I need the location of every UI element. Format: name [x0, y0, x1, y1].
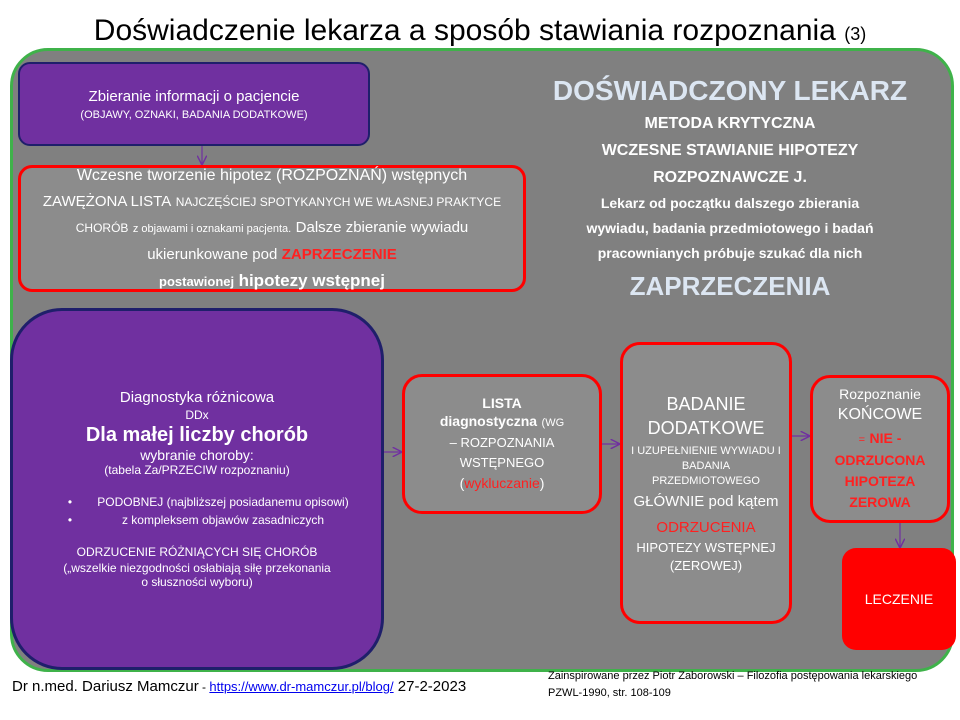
list-l1: LISTA: [482, 394, 522, 411]
extra-l1: BADANIE DODATKOWE: [647, 393, 765, 438]
header-l4: Lekarz od początku dalszego zbierania: [600, 195, 860, 211]
diagnostic-list-box: [402, 374, 602, 514]
final-l4: NIE - ODRZUCONA HIPOTEZA ZEROWA: [834, 429, 926, 510]
ddx-l6: ODRZUCENIE RÓŻNIĄCYCH SIĘ CHORÓB: [76, 545, 318, 559]
header-l1: METODA KRYTYCZNA: [644, 115, 816, 132]
header-l2: WCZESNE STAWIANIE HIPOTEZY: [601, 142, 859, 159]
early-p3: NAJCZĘŚCIEJ SPOTYKANYCH WE WŁASNEJ PRAKTYCE CHORÓB: [75, 194, 502, 235]
ddx-bullet-1: • PODOBNEJ (najbliższej posiadanemu opisowi): [67, 495, 349, 509]
footer-separator: -: [198, 680, 210, 694]
list-l6: wykluczanie: [464, 474, 540, 491]
footer-author: [12, 678, 466, 695]
early-hypothesis-box: [18, 165, 526, 292]
differential-diagnosis-box: [10, 308, 384, 670]
list-l3: (WG: [541, 416, 565, 429]
ddx-l4: wybranie choroby:: [140, 447, 254, 463]
header-l6: pracownianych próbuje szukać dla nich: [597, 245, 863, 261]
ddx-bullet-2: • z kompleksem objawów zasadniczych: [67, 513, 325, 527]
info-line2: (OBJAWY, OZNAKI, BADANIA DODATKOWE): [80, 108, 308, 121]
header-l3: ROZPOZNAWCZE J.: [653, 169, 807, 186]
footer-date: 27-2-2023: [397, 678, 467, 695]
ddx-l3: Dla małej liczby chorób: [85, 424, 309, 446]
info-line1: Zbieranie informacji o pacjencie: [88, 87, 300, 105]
additional-tests-box: [620, 342, 792, 624]
final-l1: Rozpoznanie: [839, 385, 921, 402]
author-name: Dr n.med. Dariusz Mamczur: [12, 678, 199, 695]
early-p5: Dalsze zbieranie wywiadu ukierunkowane pod: [147, 218, 469, 263]
final-diagnosis-box: [810, 375, 950, 523]
list-l5: (: [459, 474, 465, 491]
treatment-box: [842, 548, 956, 650]
blog-link[interactable]: https://www.dr-mamczur.pl/blog/: [209, 679, 394, 694]
experienced-doctor-header: [528, 72, 932, 306]
footer-credit: Zainspirowane przez Piotr Zaborowski – Filozofia postępowania lekarskiego PZWL-1990, str. 108-109: [548, 670, 918, 699]
final-l2: KOŃCOWE: [837, 405, 923, 423]
info-gathering-box: [18, 62, 370, 146]
list-l2: diagnostyczna: [439, 412, 538, 429]
early-p4: z objawami i oznakami pacjenta.: [132, 222, 292, 235]
header-l5: wywiadu, badania przedmiotowego i badań: [586, 220, 874, 236]
extra-l3: GŁÓWNIE pod kątem: [633, 492, 779, 510]
ddx-l7: („wszelkie niezgodności osłabiają siłę przekonania o słuszności wyboru): [63, 561, 331, 589]
early-p6: ZAPRZECZENIE: [281, 245, 397, 263]
list-l7: ): [539, 474, 545, 491]
title-text: Doświadczenie lekarza a sposób stawiania rozpoznania: [93, 14, 836, 47]
ddx-l5: (tabela Za/PRZECIW rozpoznaniu): [104, 463, 290, 477]
ddx-l2: DDx: [185, 408, 209, 422]
extra-l2: I UZUPEŁNIENIE WYWIADU I BADANIA PRZEDMIOTOWEGO: [631, 444, 781, 487]
early-p1: Wczesne tworzenie hipotez (ROZPOZNAŃ) wstępnych: [76, 166, 468, 184]
treat-label: LECZENIE: [864, 591, 934, 607]
extra-l5: HIPOTEZY WSTĘPNEJ: [636, 539, 776, 555]
list-l4: – ROZPOZNANIA WSTĘPNEGO: [449, 434, 555, 470]
extra-l6: (ZEROWEJ): [669, 557, 743, 573]
ddx-l1: Diagnostyka różnicowa: [119, 389, 275, 406]
slide-number: (3): [844, 24, 867, 44]
early-p8: hipotezy wstępnej: [238, 270, 385, 290]
header-l7: ZAPRZECZENIA: [629, 271, 831, 301]
early-p2: ZAWĘŻONA LISTA: [42, 192, 172, 210]
extra-l4: ODRZUCENIA: [656, 518, 756, 536]
header-title: DOŚWIADCZONY LEKARZ: [552, 75, 908, 106]
early-p7: postawionej: [159, 273, 235, 289]
final-l3: =: [858, 433, 866, 446]
